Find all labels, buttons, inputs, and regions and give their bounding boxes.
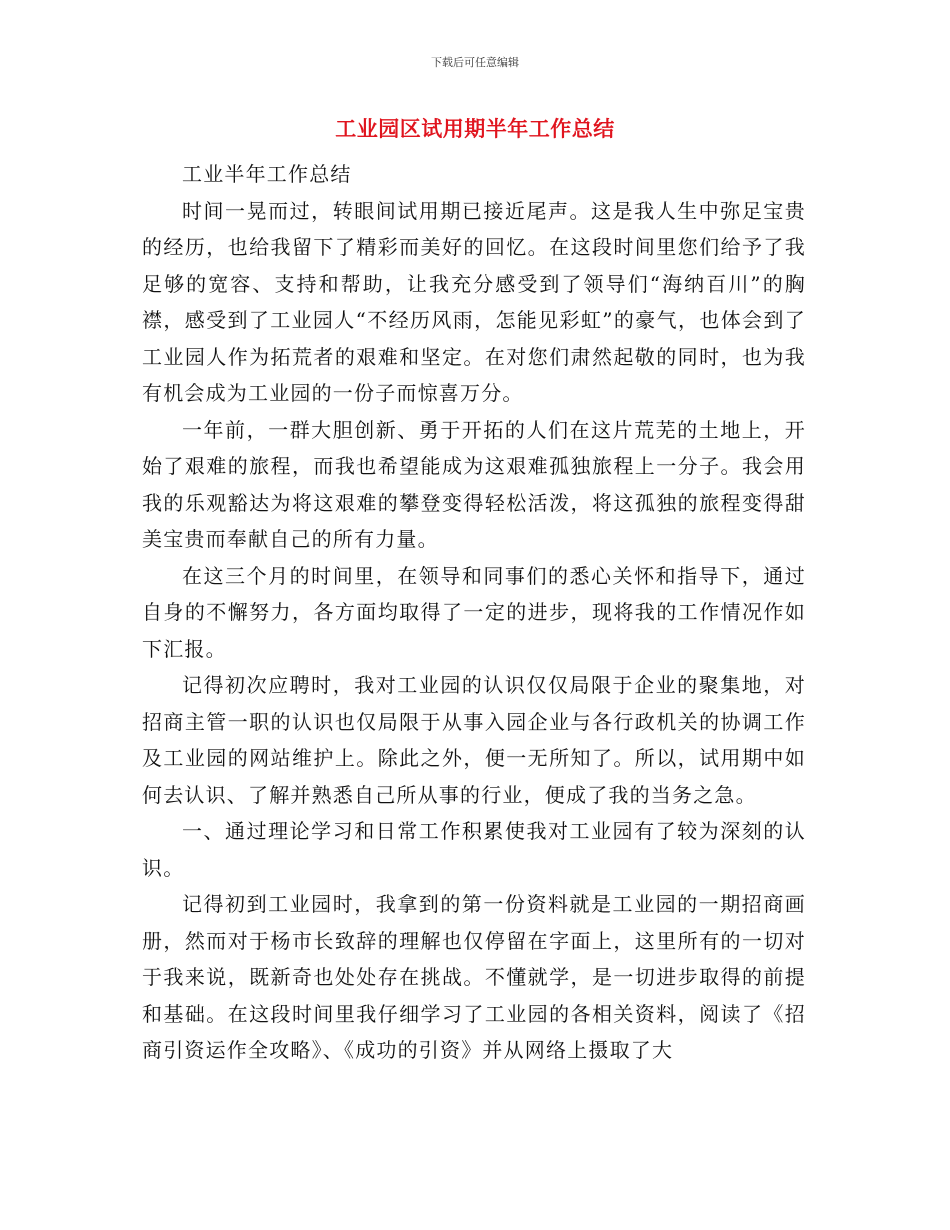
section-heading: 一、通过理论学习和日常工作积累使我对工业园有了较为深刻的认识。 — [142, 819, 806, 880]
document-title: 工业园区试用期半年工作总结 — [335, 117, 615, 141]
paragraph: 时间一晃而过，转眼间试用期已接近尾声。这是我人生中弥足宝贵的经历，也给我留下了精彩而美好的回忆。在这段时间里您们给予了我足够的宽容、支持和帮助，让我充分感受到了领导们“海纳百川”的胸襟，感受到了工业园人“不经历风雨，怎能见彩虹”的豪气，也体会到了工业园人作为拓荒者的艰难和坚定。在对您们肃然起敬的同时，也为我有机会成为工业园的一份子而惊喜万分。 — [142, 198, 806, 405]
paragraph: 一年前，一群大胆创新、勇于开拓的人们在这片荒芜的土地上，开始了艰难的旅程，而我也希望能成为这艰难孤独旅程上一分子。我会用我的乐观豁达为将这艰难的攀登变得轻松活泼，将这孤独的旅程变得甜美宝贵而奉献自己的所有力量。 — [142, 417, 806, 551]
header-note: 下载后可任意编辑 — [431, 56, 519, 69]
paragraph: 记得初次应聘时，我对工业园的认识仅仅局限于企业的聚集地，对招商主管一职的认识也仅局限于从事入园企业与各行政机关的协调工作及工业园的网站维护上。除此之外，便一无所知了。所以，试用期中如何去认识、了解并熟悉自己所从事的行业，便成了我的当务之急。 — [142, 673, 806, 807]
paragraph-subtitle: 工业半年工作总结 — [182, 162, 352, 186]
paragraph: 记得初到工业园时，我拿到的第一份资料就是工业园的一期招商画册，然而对于杨市长致辞的理解也仅停留在字面上，这里所有的一切对于我来说，既新奇也处处存在挑战。不懂就学，是一切进步取得的前提和基础。在这段时间里我仔细学习了工业园的各相关资料，阅读了《招商引资运作全攻略》、《成功的引资》并从网络上摄取了大 — [142, 892, 806, 1062]
document-body — [142, 156, 806, 1069]
paragraph: 在这三个月的时间里，在领导和同事们的悉心关怀和指导下，通过自身的不懈努力，各方面均取得了一定的进步，现将我的工作情况作如下汇报。 — [142, 563, 806, 661]
